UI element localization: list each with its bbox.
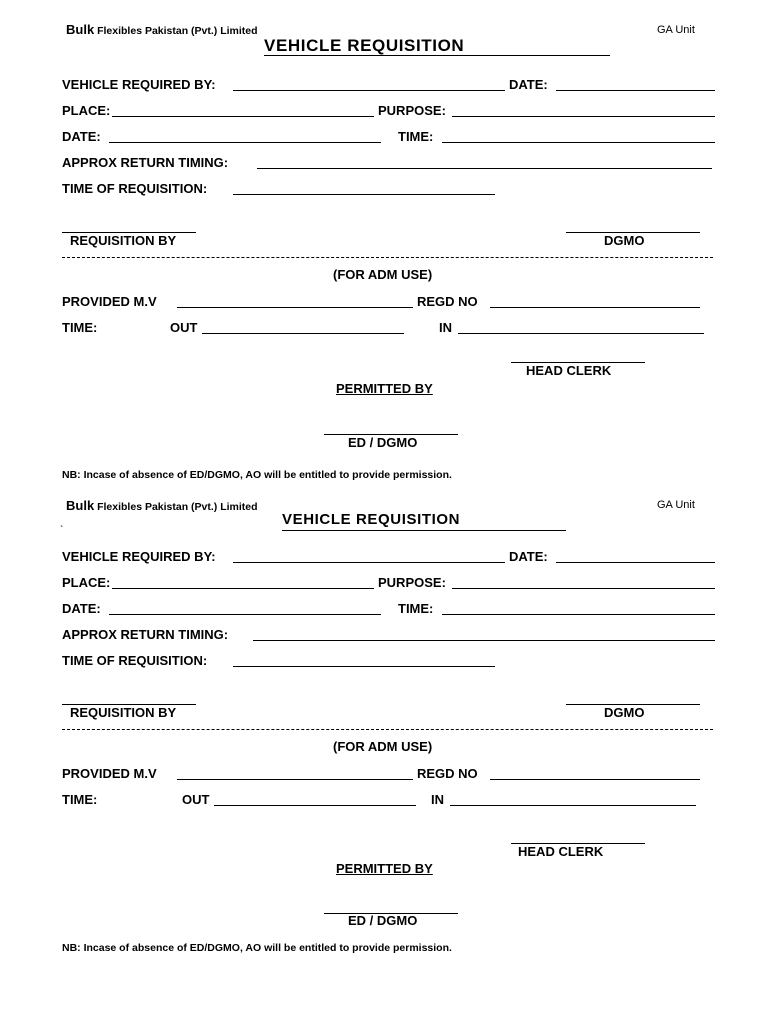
place-label: PLACE: — [62, 575, 111, 590]
requisition-by-label: REQUISITION BY — [70, 705, 177, 720]
approx-return-timing-label: APPROX RETURN TIMING: — [62, 155, 229, 170]
time-of-requisition-field[interactable] — [233, 194, 495, 195]
requisition-form-2 — [0, 473, 768, 953]
purpose-label: PURPOSE: — [378, 575, 446, 590]
provided-mv-label: PROVIDED M.V — [62, 294, 157, 309]
time-label: TIME: — [398, 601, 434, 616]
date-label: DATE: — [62, 129, 101, 144]
time-of-requisition-label: TIME OF REQUISITION: — [62, 181, 208, 196]
ed-dgmo-label: ED / DGMO — [348, 913, 418, 928]
company-name — [66, 22, 258, 37]
place-field[interactable] — [112, 588, 374, 589]
company-name-rest: Flexibles Pakistan (Pvt.) Limited — [97, 25, 258, 37]
vehicle-required-by-label: VEHICLE REQUIRED BY: — [62, 549, 216, 564]
in-time-field[interactable] — [458, 333, 704, 334]
date-label: DATE: — [509, 549, 548, 564]
in-time-field[interactable] — [450, 805, 696, 806]
time-label: TIME: — [62, 320, 98, 335]
dgmo-label: DGMO — [604, 705, 645, 720]
approx-return-timing-field[interactable] — [253, 640, 715, 641]
company-brand: Bulk — [66, 498, 95, 513]
purpose-field[interactable] — [452, 116, 715, 117]
regd-no-field[interactable] — [490, 779, 700, 780]
form-title-wrap — [264, 36, 464, 56]
date-field[interactable] — [109, 614, 381, 615]
date-field[interactable] — [556, 90, 715, 91]
dgmo-label: DGMO — [604, 233, 645, 248]
in-label: IN — [431, 792, 444, 807]
purpose-field[interactable] — [452, 588, 715, 589]
time-of-requisition-field[interactable] — [233, 666, 495, 667]
requisition-by-label: REQUISITION BY — [70, 233, 177, 248]
vehicle-required-by-field[interactable] — [233, 90, 505, 91]
date-label: DATE: — [62, 601, 101, 616]
dashed-divider — [62, 257, 713, 258]
requisition-form-1 — [0, 0, 768, 480]
time-label: TIME: — [62, 792, 98, 807]
stray-mark: ` — [60, 525, 64, 536]
form-title: VEHICLE REQUISITION — [282, 511, 461, 528]
regd-no-label: REGD NO — [417, 294, 478, 309]
ed-dgmo-label: ED / DGMO — [348, 435, 418, 450]
time-label: TIME: — [398, 129, 434, 144]
out-time-field[interactable] — [202, 333, 404, 334]
permission-note: NB: Incase of absence of ED/DGMO, AO will be entitled to provide permission. — [62, 942, 452, 954]
time-field[interactable] — [442, 614, 715, 615]
provided-mv-field[interactable] — [177, 779, 413, 780]
place-field[interactable] — [112, 116, 374, 117]
date-label: DATE: — [509, 77, 548, 92]
head-clerk-label: HEAD CLERK — [518, 844, 604, 859]
vehicle-required-by-field[interactable] — [233, 562, 505, 563]
form-title: VEHICLE REQUISITION — [264, 36, 465, 55]
adm-use-heading: (FOR ADM USE) — [333, 267, 433, 282]
out-label: OUT — [170, 320, 198, 335]
permission-note: NB: Incase of absence of ED/DGMO, AO will be entitled to provide permission. — [62, 469, 452, 481]
provided-mv-field[interactable] — [177, 307, 413, 308]
time-field[interactable] — [442, 142, 715, 143]
title-underline — [264, 55, 610, 56]
date-field[interactable] — [109, 142, 381, 143]
purpose-label: PURPOSE: — [378, 103, 446, 118]
place-label: PLACE: — [62, 103, 111, 118]
company-name-rest: Flexibles Pakistan (Pvt.) Limited — [97, 501, 258, 513]
vehicle-required-by-label: VEHICLE REQUIRED BY: — [62, 77, 216, 92]
provided-mv-label: PROVIDED M.V — [62, 766, 157, 781]
unit-label: GA Unit — [657, 499, 695, 511]
regd-no-label: REGD NO — [417, 766, 478, 781]
dashed-divider — [62, 729, 713, 730]
date-field[interactable] — [556, 562, 715, 563]
unit-label: GA Unit — [657, 24, 695, 36]
out-time-field[interactable] — [214, 805, 416, 806]
form-title-wrap — [282, 511, 460, 529]
permitted-by-heading: PERMITTED BY — [336, 861, 433, 876]
adm-use-heading: (FOR ADM USE) — [333, 739, 433, 754]
out-label: OUT — [182, 792, 210, 807]
approx-return-timing-field[interactable] — [257, 168, 712, 169]
head-clerk-label: HEAD CLERK — [526, 363, 612, 378]
regd-no-field[interactable] — [490, 307, 700, 308]
in-label: IN — [439, 320, 452, 335]
permitted-by-heading: PERMITTED BY — [336, 381, 433, 396]
approx-return-timing-label: APPROX RETURN TIMING: — [62, 627, 229, 642]
time-of-requisition-label: TIME OF REQUISITION: — [62, 653, 208, 668]
company-name — [66, 498, 258, 513]
company-brand: Bulk — [66, 22, 95, 37]
title-underline — [282, 530, 566, 531]
